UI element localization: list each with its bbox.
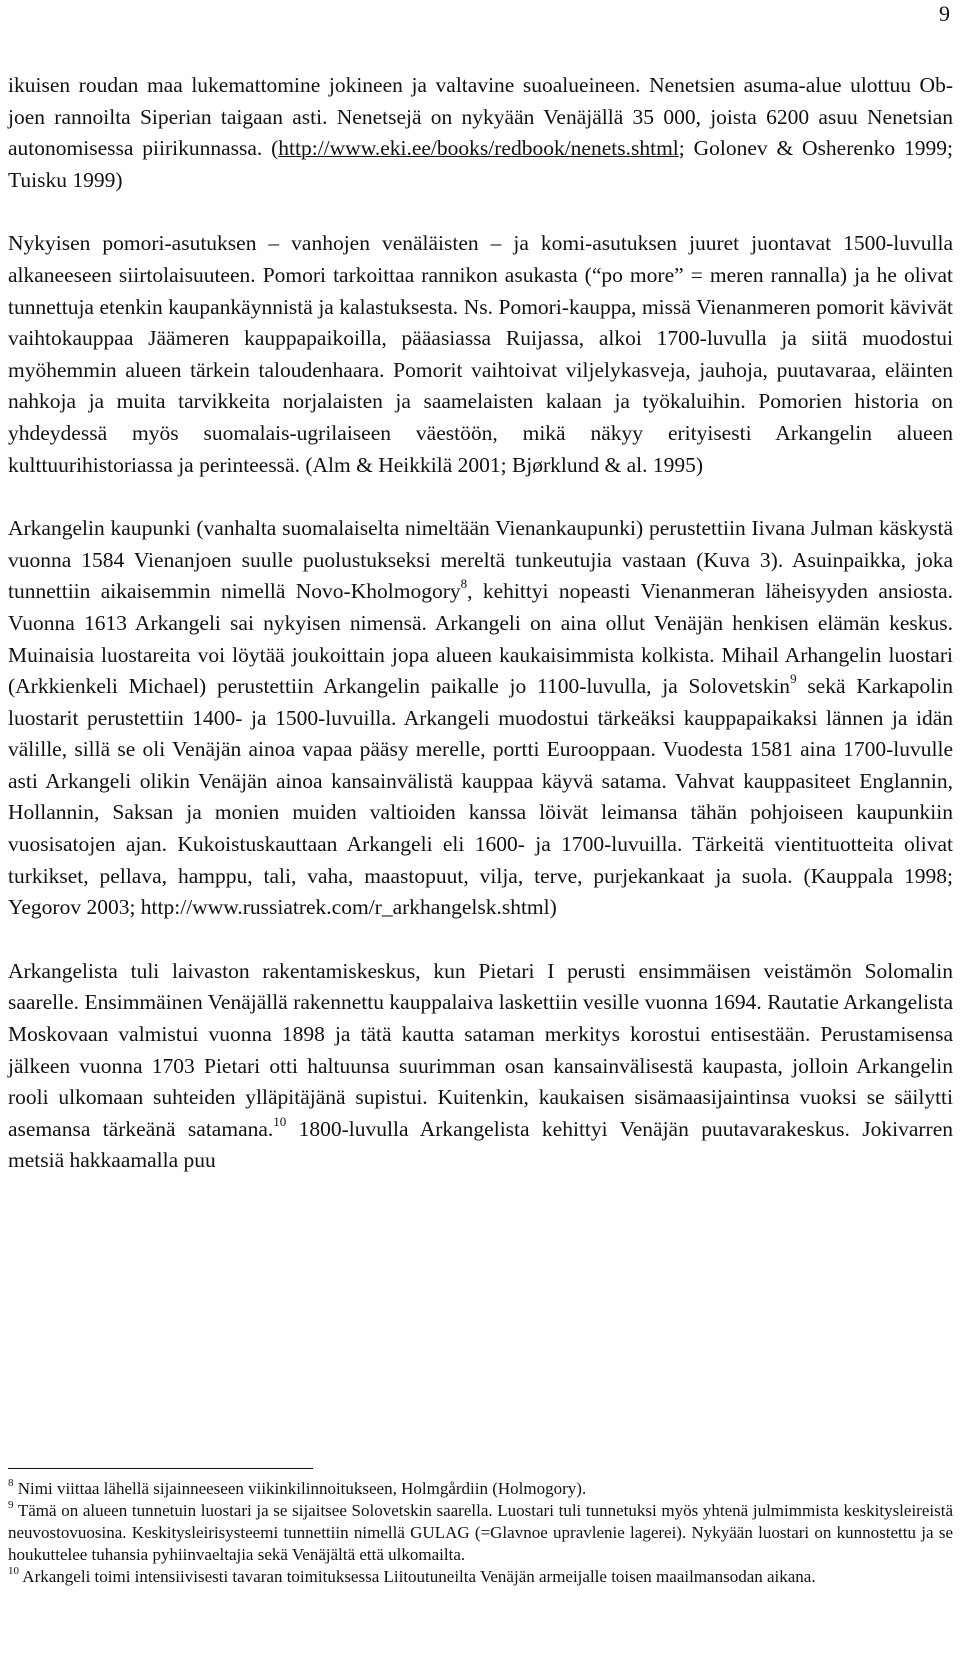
footnote-text: Tämä on alueen tunnetuin luostari ja se sijaitsee Solovetskin saarella. Luostari tuli tunnetuksi myös yhtenä julmimmista keskitysleireistä neuvostovuosina. Keskitysleirisysteemi tunnettiin nimellä GULAG (=Glavnoe upravlenie lagerei). Nykyään luostari on kunnostettu ja se houkuttelee tuhansia pyhiinvaeltajia sekä Venäjältä että ulkomailta. — [8, 1501, 953, 1564]
paragraph-text: , kehittyi nopeasti Vienanmeran läheisyyden ansiosta. Vuonna 1613 Arkangeli sai nykyisen nimensä. Arkangeli on aina ollut Venäjän henkisen elämän keskus. Muinaisia luostareita voi löytää joukoittain jopa alueen kaukaisimmista kolkista. Mihail Arhangelin luostari (Arkkienkeli Michael) perustettiin Arkangelin paikalle jo 1100-luvulla, ja Solovetskin — [8, 579, 953, 699]
footnote-8 — [8, 1478, 953, 1500]
footnote-number: 10 — [8, 1565, 19, 1578]
footnote-9 — [8, 1500, 953, 1566]
paragraph-shipbuilding — [8, 956, 953, 1177]
footnote-text: Nimi viittaa lähellä sijainneeseen viikinkilinnoitukseen, Holmgårdiin (Holmogory). — [13, 1479, 587, 1498]
paragraph-text: Arkangelin kaupunki (vanhalta suomalaiselta nimeltään Vienankaupunki) perustettiin Iivana Julman käskystä vuonna 1584 Vienanjoen suulle puolustukseksi mereltä tunkeutujia vastaan (Kuva 3). Asuinpaikka, joka tunnettiin aikaisemmin nimellä Novo-Kholmogory — [8, 516, 953, 604]
paragraph-pomori: Nykyisen pomori-asutuksen – vanhojen venäläisten – ja komi-asutuksen juuret juontavat 1500-luvulla alkaneeseen siirtolaisuuteen. Pomori tarkoittaa rannikon asukasta (“po more” = meren rannalla) ja he olivat tunnettuja etenkin kaupankäynnistä ja kalastuksesta. Ns. Pomori-kauppa, missä Vienanmeren pomorit kävivät vaihtokauppaa Jäämeren kauppapaikoilla, pääasiassa Ruijassa, alkoi 1700-luvulla ja siitä muodostui myöhemmin alueen tärkein taloudenhaara. Pomorit vaihtoivat viljelykasveja, jauhoja, puutavaraa, eläinten nahkoja ja muita tarvikkeita norjalaisten ja saamelaisten kalaan ja työkaluihin. Pomorien historia on yhdeydessä myös suomalais-ugrilaiseen väestöön, mikä näkyy erityisesti Arkangelin alueen kulttuurihistoriassa ja perinteessä. (Alm & Heikkilä 2001; Bjørklund & al. 1995) — [8, 231, 953, 477]
footnote-ref-10[interactable]: 10 — [273, 1113, 287, 1129]
source-link[interactable]: http://www.eki.ee/books/redbook/nenets.shtml — [278, 136, 679, 161]
footnotes — [8, 1478, 953, 1588]
body-text — [8, 70, 953, 1209]
paragraph-arkangeli-history — [8, 513, 953, 924]
paragraph-nenets — [8, 70, 953, 196]
footnote-number: 9 — [8, 1499, 14, 1512]
footnote-10 — [8, 1566, 953, 1588]
paragraph-text: sekä Karkapolin luostarit perustettiin 1400- ja 1500-luvuilla. Arkangeli muodostui tärkeäksi kauppapaikaksi lännen ja idän välille, sillä se oli Venäjän ainoa vapaa pääsy merelle, portti Eurooppaan. Vuodesta 1581 aina 1700-luvulle asti Arkangeli olikin Venäjän ainoa kansainvälistä kauppaa käyvä satama. Vahvat kauppasiteet Englannin, Hollannin, Saksan ja monien muiden valtioiden kanssa löivät leimansa tähän pohjoiseen kaupunkiin vuosisatojen ajan. Kukoistuskauttaan Arkangeli eli 1600- ja 1700-luvuilla. Tärkeitä vientituotteita olivat turkikset, pellava, hamppu, tali, vaha, maastopuut, vilja, terve, purjekankaat ja suola. (Kauppala 1998; Yegorov 2003; http://www.russiatrek.com/r_arkhangelsk.shtml) — [8, 674, 953, 920]
footnote-text: Arkangeli toimi intensiivisesti tavaran toimituksessa Liitoutuneilta Venäjän armeijalle toisen maailmansodan aikana. — [19, 1567, 816, 1586]
footnote-ref-9[interactable]: 9 — [790, 670, 797, 686]
page-number: 9 — [939, 1, 950, 26]
footnote-divider — [8, 1468, 313, 1469]
paragraph-text: ; Golonev & Osherenko 1999; Tuisku 1999) — [8, 136, 953, 192]
footnote-number: 8 — [8, 1477, 14, 1490]
footnote-ref-8[interactable]: 8 — [460, 576, 468, 592]
paragraph-text: 1800-luvulla Arkangelista kehittyi Venäjän puutavarakeskus. Jokivarren metsiä hakkaamalla puu — [8, 1116, 953, 1173]
paragraph-text: Arkangelista tuli laivaston rakentamiskeskus, kun Pietari I perusti ensimmäisen veistämön Solomalin saarelle. Ensimmäinen Venäjällä rakennettu kauppalaiva laskettiin vesille vuonna 1694. Rautatie Arkangelista Moskovaan valmistui vuonna 1898 ja tätä kautta sataman merkitys korostui entisestään. Perustamisensa jälkeen vuonna 1703 Pietari otti haltuunsa suurimman osan kansainvälisestä kaupasta, jolloin Arkangelin rooli ulkomaan suhteiden ylläpitäjänä supistui. Kuitenkin, kaukaisen sisämaasijaintinsa vuoksi se säilytti asemansa tärkeänä satamana. — [8, 958, 953, 1141]
paragraph-text: ikuisen roudan maa lukemattomine jokineen ja valtavine suoalueineen. Nenetsien asuma-alue ulottuu Ob-joen rannoilta Siperian taigaan asti. Nenetsejä on nykyään Venäjällä 35 000, joista 6200 asuu Nenetsian autonomisessa piirikunnassa. ( — [8, 73, 953, 161]
